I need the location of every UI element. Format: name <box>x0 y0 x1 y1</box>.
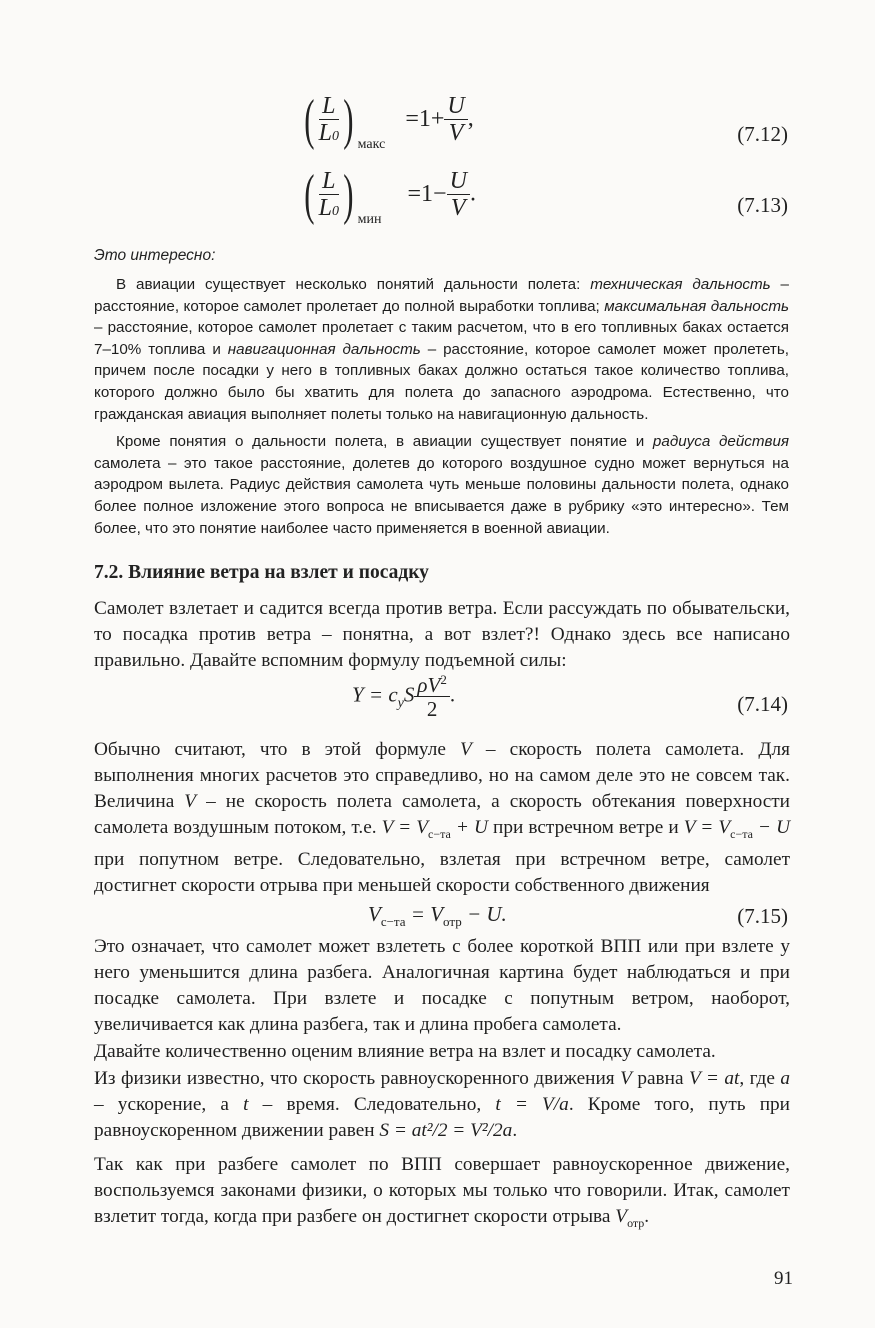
note-block <box>94 274 789 545</box>
equation-number: (7.13) <box>737 193 788 217</box>
section-heading: 7.2. Влияние ветра на взлет и посадку <box>94 562 429 583</box>
body-paragraph: Из физики известно, что скорость равноускоренного движения V равна V = at, где a – ускорение, а t – время. Следовательно, t = V/a. Кроме того, путь при равноускоренном движении равен S = at²/2 = V²/2a. <box>94 1068 790 1141</box>
note-paragraph: Кроме понятия о дальности полета, в авиации существует понятие и радиуса действия самолета – это такое расстояние, долетев до которого воздушное судно может вернуться на аэродром вылета. Радиус действия самолета чуть меньше половины дальности полета, однако более полное изложение этого вопроса не вписывается даже в рубрику «это интересно». Тем более, что это понятие наиболее часто применяется в военной авиации. <box>94 433 790 537</box>
body-paragraph: Обычно считают, что в этой формуле V – скорость полета самолета. Для выполнения многих расчетов это справедливо, но на самом деле это не совсем так. Величина V – не скорость полета самолета, а скорость обтекания поверхности самолета воздушным потоком, т.е. $V = V_{с-та} + U$ при встречном ветре и $V = V_{с-та} - U$ при попутном ветре. Следовательно, взлетая при встречном ветре, самолет достигнет скорости отрыва при меньшей скорости собственного движения <box>94 739 791 896</box>
formula-7-14: $Y = c_yS$ $\frac{\rho V^2}{2}$ . <box>352 672 456 722</box>
formula-7-15: $V_{с-та} = V_{отр} - U$. <box>368 902 507 930</box>
equation-number: (7.14) <box>737 692 788 716</box>
equation-number: (7.15) <box>737 904 788 928</box>
note-paragraph: В авиации существует несколько понятий дальности полета: техническая дальность – расстояние, которое самолет пролетает до полной выработки топлива; максимальная дальность – расстояние, которое самолет пролетает с таким расчетом, что в его топливных баках остается 7–10% топлива и навигационная дальность – расстояние, которое самолет может пролететь, причем после посадки у него в топливных баках должно остаться такое количество топлива, которого должно было бы хватить для полета до запасного аэродрома. Естественно, что гражданская авиация выполняет полеты только на навигационную дальность. <box>94 276 789 423</box>
formula-7-13: ( $\frac{L}{L0}$ ) $_{мин}$ =1− $\frac{U}{V}$ . <box>304 164 476 227</box>
body-paragraph: Самолет взлетает и садится всегда против ветра. Если рассуждать по обывательски, то посадка против ветра – понятна, а вот взлет?! Однако здесь все написано правильно. Давайте вспомним формулу подъемной силы: <box>94 598 790 671</box>
body-paragraph: Так как при разбеге самолет по ВПП совершает равноускоренное движение, воспользуемся законами физики, о которых мы только что говорили. Итак, самолет взлетит тогда, когда при разбеге он достигнет скорости отрыва $V_{отр}$. <box>94 1154 790 1230</box>
formula-7-12: ( $\frac{L}{L0}$ ) $_{макс}$ =1+ $\frac{U}{V}$ , <box>304 89 474 152</box>
equation-number: (7.12) <box>737 122 788 146</box>
page-number: 91 <box>774 1268 793 1289</box>
body-paragraph: Давайте количественно оценим влияние ветра на взлет и посадку самолета. <box>94 1041 716 1062</box>
body-paragraph: Это означает, что самолет может взлететь с более короткой ВПП или при взлете у него уменьшится длина разбега. Аналогичная картина будет наблюдаться и при посадке самолета. При взлете и посадке с попутным ветром, наоборот, увеличивается как длина разбега, так и длина пробега самолета. <box>94 936 790 1035</box>
note-title: Это интересно: <box>94 247 216 264</box>
